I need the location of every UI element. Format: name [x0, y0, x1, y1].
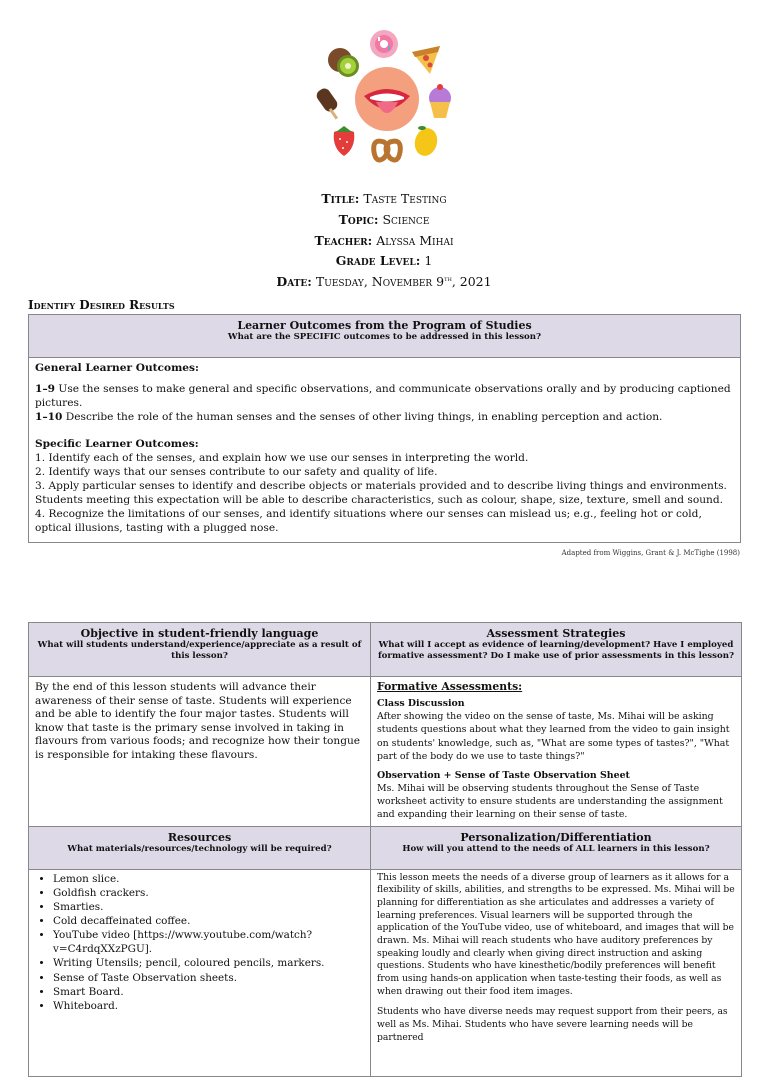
lesson-topic-line — [0, 212, 768, 227]
topic-label: Topic: — [338, 212, 379, 227]
resource-item: • Sense of Taste Observation sheets. — [53, 971, 364, 985]
teacher-value: Alyssa Mihai — [376, 233, 454, 248]
resource-item: • Whiteboard. — [53, 999, 364, 1013]
outcome-text: Describe the role of the human senses and the senses of other living things, in enabling perception and action. — [62, 410, 663, 423]
general-outcomes-label: General Learner Outcomes: — [35, 362, 199, 374]
outcomes-header — [29, 315, 741, 358]
lesson-grade-line — [0, 253, 768, 268]
objective-heading: Objective in student-friendly language — [80, 627, 319, 640]
personalization-body — [371, 869, 742, 1076]
resources-list — [35, 872, 364, 1013]
resources-subheading: What materials/resources/technology will be required? — [67, 843, 332, 854]
grade-value: 1 — [424, 253, 433, 268]
date-label: Date: — [276, 274, 312, 289]
general-outcome-item — [35, 383, 734, 411]
date-sup: th — [444, 274, 452, 283]
resource-item: • YouTube video [https://www.youtube.com/watch?v=C4rdqXXzPGU]. — [53, 928, 364, 956]
lemon-icon — [412, 126, 440, 159]
pizza-icon — [412, 46, 440, 74]
kiwi-icon — [328, 48, 359, 77]
outcomes-body — [29, 358, 741, 543]
formative-title: Formative Assessments: — [377, 680, 523, 693]
grade-label: Grade Level: — [335, 253, 421, 268]
assessment-subheading: What will I accept as evidence of learning/development? Have I employed formative assessment? Do I make use of prior assessments in this lesson? — [377, 640, 735, 661]
specific-outcome-item: 1. Identify each of the senses, and explain how we use our senses in interpreting the world. — [35, 451, 529, 464]
lesson-date-line — [0, 274, 768, 289]
date-value: Tuesday, November 9 — [315, 274, 445, 289]
credit-note: Adapted from Wiggins, Grant & J. McTighe (1998) — [561, 549, 740, 557]
observation-text: Ms. Mihai will be observing students throughout the Sense of Taste worksheet activity to ensure students are understanding the assignment and expanding their learning on their sense of taste. — [377, 783, 723, 821]
personalization-para-1: This lesson meets the needs of a diverse group of learners as it allows for a flexibility of skills, abilities, and strengths to be expressed. Ms. Mihai will be planning for differentiation as she articulates and addresses a variety of learning preferences. Visual learners will be supported through the application of the YouTube video, use of whiteboard, and images that will be drawn. Ms. Mihai will reach students who have auditory preferences by speaking loudly and clearly when giving direct instruction and asking questions. Students who have kinesthetic/bodily preferences will benefit from using hands-on application when taste-testing their foods, as well as when drawing out their food item images. — [377, 871, 735, 997]
outcomes-table — [28, 314, 741, 543]
outcomes-heading: Learner Outcomes from the Program of Studies — [237, 319, 532, 332]
title-label: Title: — [321, 191, 360, 206]
outcome-code: 1–10 — [35, 410, 63, 423]
outcomes-subheading: What are the SPECIFIC outcomes to be addressed in this lesson? — [227, 332, 542, 342]
donut-icon — [370, 30, 398, 58]
specific-outcome-item: 4. Recognize the limitations of our senses, and identify situations where our senses can mislead us; e.g., feeling hot or cold, optical illusions, tasting with a plugged nose. — [35, 507, 702, 534]
objective-body: By the end of this lesson students will advance their awareness of their sense of taste. Students will experience and be able to identify the four major tastes. Students will know that taste is the primary sense involved in taking in flavours from various foods; and recognize how their tongue is responsible for intaking these flavours. — [29, 677, 371, 827]
resource-item: • Cold decaffeinated coffee. — [53, 914, 364, 928]
personalization-heading: Personalization/Differentiation — [460, 830, 652, 844]
assessment-heading: Assessment Strategies — [486, 627, 626, 640]
teacher-label: Teacher: — [314, 233, 373, 248]
pretzel-icon — [374, 141, 401, 160]
resource-item: • Smarties. — [53, 900, 364, 914]
lesson-teacher-line — [0, 233, 768, 248]
taste-senses-illustration — [312, 24, 462, 174]
resources-body — [29, 869, 371, 1076]
outcome-code: 1–9 — [35, 382, 56, 395]
lesson-title-line — [0, 191, 768, 206]
resources-heading: Resources — [167, 830, 232, 844]
specific-outcome-item: 3. Apply particular senses to identify and describe objects or materials provided and to describe living things and environments. Students meeting this expectation will be able to describe characteristics, such as colour, shape, size, texture, smell and sound. — [35, 479, 727, 506]
class-discussion-text: After showing the video on the sense of taste, Ms. Mihai will be asking students questions about what they learned from the video to gain insight on students' knowledge, such as, "What are some types of tastes?", "What part of the body do we use to taste things?" — [377, 711, 730, 762]
cupcake-icon — [429, 84, 451, 118]
personalization-header — [371, 826, 742, 869]
resource-item: • Writing Utensils; pencil, coloured pencils, markers. — [53, 956, 364, 970]
objective-subheading: What will students understand/experience/appreciate as a result of this lesson? — [37, 640, 362, 661]
observation-title: Observation + Sense of Taste Observation Sheet — [377, 769, 630, 781]
specific-outcomes-label: Specific Learner Outcomes: — [35, 437, 199, 450]
topic-value: Science — [382, 212, 430, 227]
personalization-subheading: How will you attend to the needs of ALL learners in this lesson? — [402, 843, 710, 854]
plan-table — [28, 622, 742, 1077]
title-value: Taste Testing — [363, 191, 447, 206]
mouth-tongue-icon — [355, 67, 419, 131]
resource-item: • Smart Board. — [53, 985, 364, 999]
class-discussion-title: Class Discussion — [377, 698, 465, 710]
resources-header — [29, 826, 371, 869]
assessment-header — [371, 623, 742, 677]
assessment-body — [371, 677, 742, 827]
personalization-para-2: Students who have diverse needs may request support from their peers, as well as Ms. Mihai. Students who have severe learning needs will be partnered — [377, 1006, 728, 1043]
resource-item: • Lemon slice. — [53, 872, 364, 886]
resource-item: • Goldfish crackers. — [53, 886, 364, 900]
specific-outcome-item: 2. Identify ways that our senses contribute to our safety and quality of life. — [35, 465, 438, 478]
date-year: , 2021 — [451, 274, 492, 289]
strawberry-icon — [334, 126, 355, 156]
objective-header — [29, 623, 371, 677]
general-outcome-item — [35, 411, 734, 425]
outcome-text: Use the senses to make general and specific observations, and communicate observations orally and by producing captioned pictures. — [35, 382, 731, 409]
popsicle-icon — [314, 86, 339, 119]
section-title: Identify Desired Results — [28, 298, 175, 312]
